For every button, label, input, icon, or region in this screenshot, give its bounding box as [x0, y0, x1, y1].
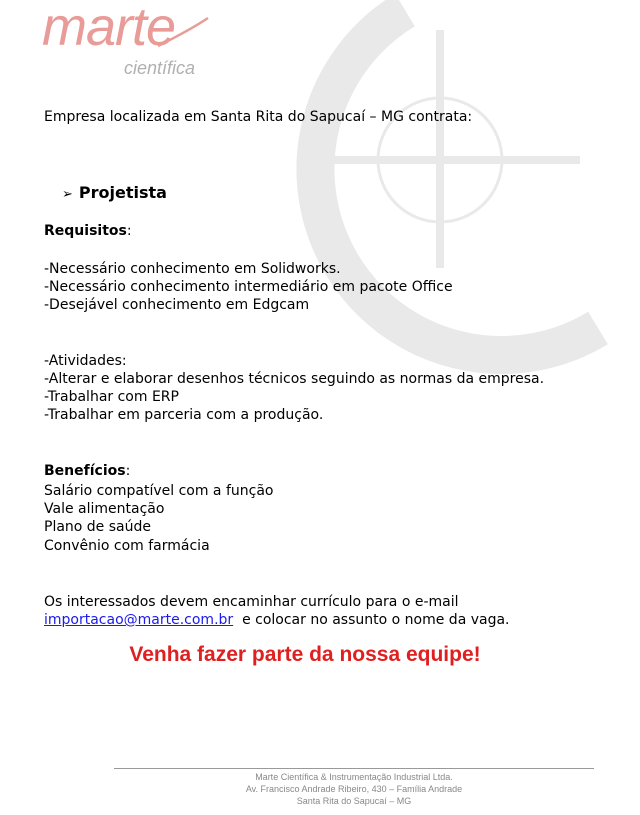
requirement-item: -Desejável conhecimento em Edgcam — [44, 297, 310, 313]
requirement-item: -Necessário conhecimento intermediário em pacote Office — [44, 279, 453, 295]
position-title — [62, 183, 167, 205]
position-title-text: Projetista — [78, 183, 167, 202]
activity-item: -Alterar e elaborar desenhos técnicos seguindo as normas da empresa. — [44, 371, 545, 387]
benefit-item: Convênio com farmácia — [44, 538, 210, 554]
arrow-bullet-icon: ➢ — [62, 187, 73, 202]
footer-divider — [114, 768, 594, 769]
intro-text: Empresa localizada em Santa Rita do Sapucaí – MG contrata: — [44, 109, 473, 125]
requirement-item: -Necessário conhecimento em Solidworks. — [44, 261, 341, 277]
email-link[interactable]: importacao@marte.com.br — [44, 612, 234, 628]
logo-wordmark: marte — [42, 0, 176, 57]
benefits-heading: Benefícios: — [44, 463, 131, 479]
benefit-item: Salário compatível com a função — [44, 483, 274, 499]
requirements-heading: Requisitos: — [44, 223, 132, 239]
benefit-item: Vale alimentação — [44, 501, 165, 517]
activities-heading: -Atividades: — [44, 353, 127, 369]
benefits-heading-text: Benefícios — [44, 463, 126, 479]
footer-address: Av. Francisco Andrade Ribeiro, 430 – Família Andrade — [245, 784, 463, 794]
activity-item: -Trabalhar com ERP — [44, 389, 179, 405]
requirements-heading-text: Requisitos — [44, 223, 127, 239]
marte-logo — [40, 0, 220, 82]
apply-email-line — [44, 611, 510, 629]
footer-city: Santa Rita do Sapucaí – MG — [296, 796, 412, 806]
footer-company: Marte Científica & Instrumentação Industrial Ltda. — [255, 772, 453, 782]
call-to-action: Venha fazer parte da nossa equipe! — [129, 643, 481, 666]
apply-instructions-rest: e colocar no assunto o nome da vaga. — [242, 612, 510, 628]
apply-instructions: Os interessados devem encaminhar currículo para o e-mail — [44, 594, 459, 610]
logo-subtitle: científica — [124, 58, 196, 78]
benefit-item: Plano de saúde — [44, 519, 151, 535]
activity-item: -Trabalhar em parceria com a produção. — [44, 407, 324, 423]
